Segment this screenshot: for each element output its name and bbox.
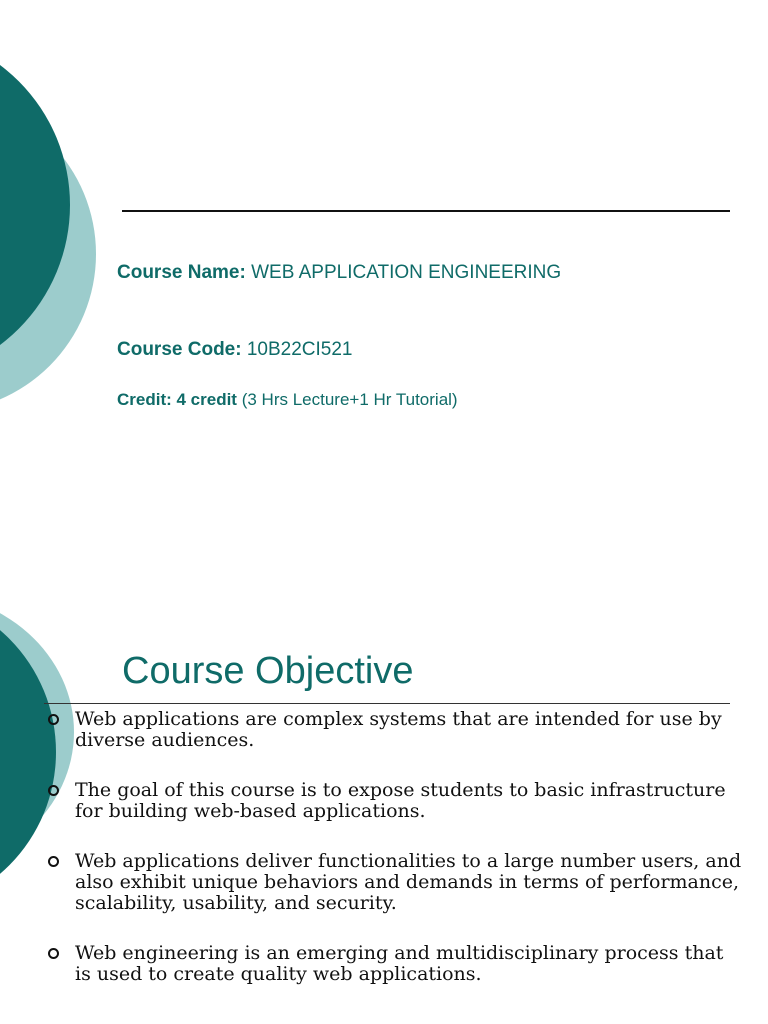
objective-list bbox=[44, 709, 744, 1014]
title-divider bbox=[122, 210, 730, 212]
course-code-line bbox=[117, 339, 353, 361]
course-code-label: Course Code: bbox=[117, 339, 242, 360]
credit-label: Credit: 4 credit bbox=[117, 390, 237, 409]
bullet-text: Web applications deliver functionalities to a large number users, and also exhibit unique behaviors and demands in terms of performance, scalability, usability, and security. bbox=[75, 850, 742, 914]
list-item bbox=[44, 851, 744, 914]
bullet-text: The goal of this course is to expose students to basic infrastructure for building web-based applications. bbox=[75, 779, 726, 822]
slide-title: Course Objective bbox=[122, 650, 414, 692]
hollow-bullet-icon bbox=[48, 948, 59, 959]
bullet-text: Web engineering is an emerging and multidisciplinary process that is used to create quality web applications. bbox=[75, 942, 724, 985]
list-item bbox=[44, 780, 744, 822]
credit-line bbox=[117, 390, 458, 410]
list-item bbox=[44, 709, 744, 751]
bullet-text: Web applications are complex systems that are intended for use by diverse audiences. bbox=[75, 708, 722, 751]
objective-slide bbox=[0, 512, 768, 1024]
course-name-label: Course Name: bbox=[117, 262, 246, 283]
list-item bbox=[44, 943, 744, 985]
course-name-value: WEB APPLICATION ENGINEERING bbox=[251, 262, 562, 283]
course-code-value: 10B22CI521 bbox=[246, 339, 353, 360]
hollow-bullet-icon bbox=[48, 785, 59, 796]
title-divider bbox=[44, 703, 730, 704]
hollow-bullet-icon bbox=[48, 714, 59, 725]
course-name-line bbox=[117, 262, 561, 284]
hollow-bullet-icon bbox=[48, 856, 59, 867]
credit-detail: (3 Hrs Lecture+1 Hr Tutorial) bbox=[241, 390, 458, 409]
